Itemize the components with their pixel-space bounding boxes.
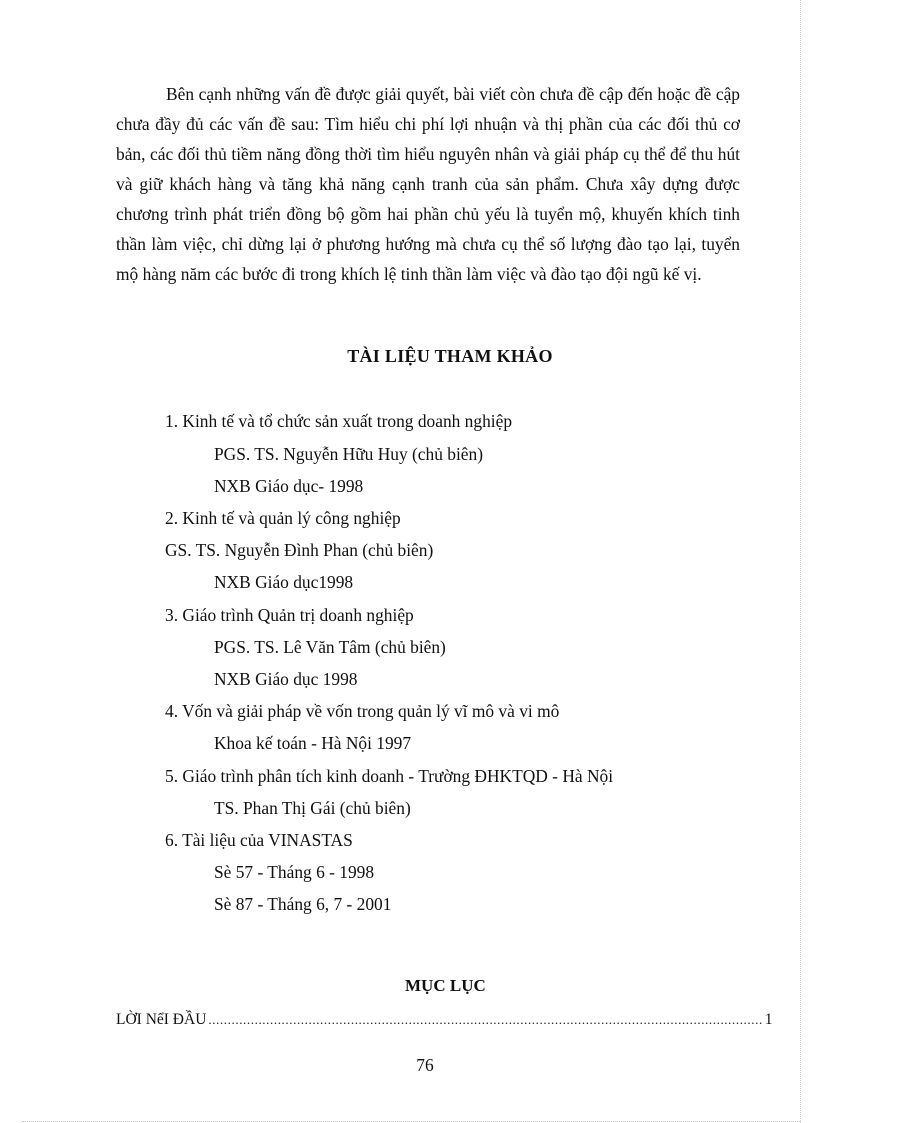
page-border-right — [800, 0, 801, 1123]
toc-entry-label: LỜI NểI ĐẦU — [116, 1011, 207, 1028]
references-title: TÀI LIỆU THAM KHẢO — [347, 346, 553, 366]
toc-title: MỤC LỤC — [405, 976, 486, 995]
reference-1-title: 1. Kinh tế và tổ chức sản xuất trong doanh nghiệp — [165, 411, 513, 431]
reference-2-title: 2. Kinh tế và quản lý công nghiệp — [165, 508, 401, 528]
reference-4-title: 4. Vốn và giải pháp về vốn trong quản lý vĩ mô và vi mô — [165, 701, 560, 721]
reference-2-publisher: NXB Giáo dục1998 — [214, 572, 354, 592]
toc-entry[interactable] — [116, 1010, 773, 1030]
reference-5-author: TS. Phan Thị Gái (chủ biên) — [214, 798, 411, 818]
reference-3-title: 3. Giáo trình Quản trị doanh nghiệp — [165, 605, 414, 625]
reference-4-publisher: Khoa kế toán - Hà Nội 1997 — [214, 733, 412, 753]
toc-entry-page: 1 — [764, 1011, 773, 1028]
reference-3-publisher: NXB Giáo dục 1998 — [214, 669, 358, 689]
reference-1-author: PGS. TS. Nguyễn Hữu Huy (chủ biên) — [214, 444, 483, 464]
page-number: 76 — [416, 1055, 434, 1075]
reference-6-issue-2: Sè 87 - Tháng 6, 7 - 2001 — [214, 894, 392, 914]
reference-3-author: PGS. TS. Lê Văn Tâm (chủ biên) — [214, 637, 446, 657]
reference-6-issue-1: Sè 57 - Tháng 6 - 1998 — [214, 862, 375, 882]
page-border-bottom — [22, 1121, 800, 1122]
reference-2-author: GS. TS. Nguyễn Đình Phan (chủ biên) — [165, 540, 434, 560]
toc-entry-leader: ................................................................................................................................................ — [208, 1012, 763, 1027]
body-paragraph: Bên cạnh những vấn đề được giải quyết, bài viết còn chưa đề cập đến hoặc đề cập chưa đầy đủ các vấn đề sau: Tìm hiểu chi phí lợi nhuận và thị phần của các đối thủ cơ bản, các đối thủ tiềm năng đồng thời tìm hiểu nguyên nhân và giải pháp cụ thể để thu hút và giữ khách hàng và tăng khả năng cạnh tranh của sản phẩm. Chưa xây dựng được chương trình phát triển đồng bộ gồm hai phần chủ yếu là tuyển mộ, khuyến khích tinh thần làm việc, chỉ dừng lại ở phương hướng mà chưa cụ thể số lượng đào tạo lại, tuyển mộ hàng năm các bước đi trong khích lệ tinh thần làm việc và đào tạo đội ngũ kế vị. — [116, 84, 740, 284]
reference-6-title: 6. Tài liệu của VINASTAS — [165, 830, 353, 850]
reference-1-publisher: NXB Giáo dục- 1998 — [214, 476, 364, 496]
reference-5-title: 5. Giáo trình phân tích kinh doanh - Trường ĐHKTQD - Hà Nội — [165, 766, 614, 786]
